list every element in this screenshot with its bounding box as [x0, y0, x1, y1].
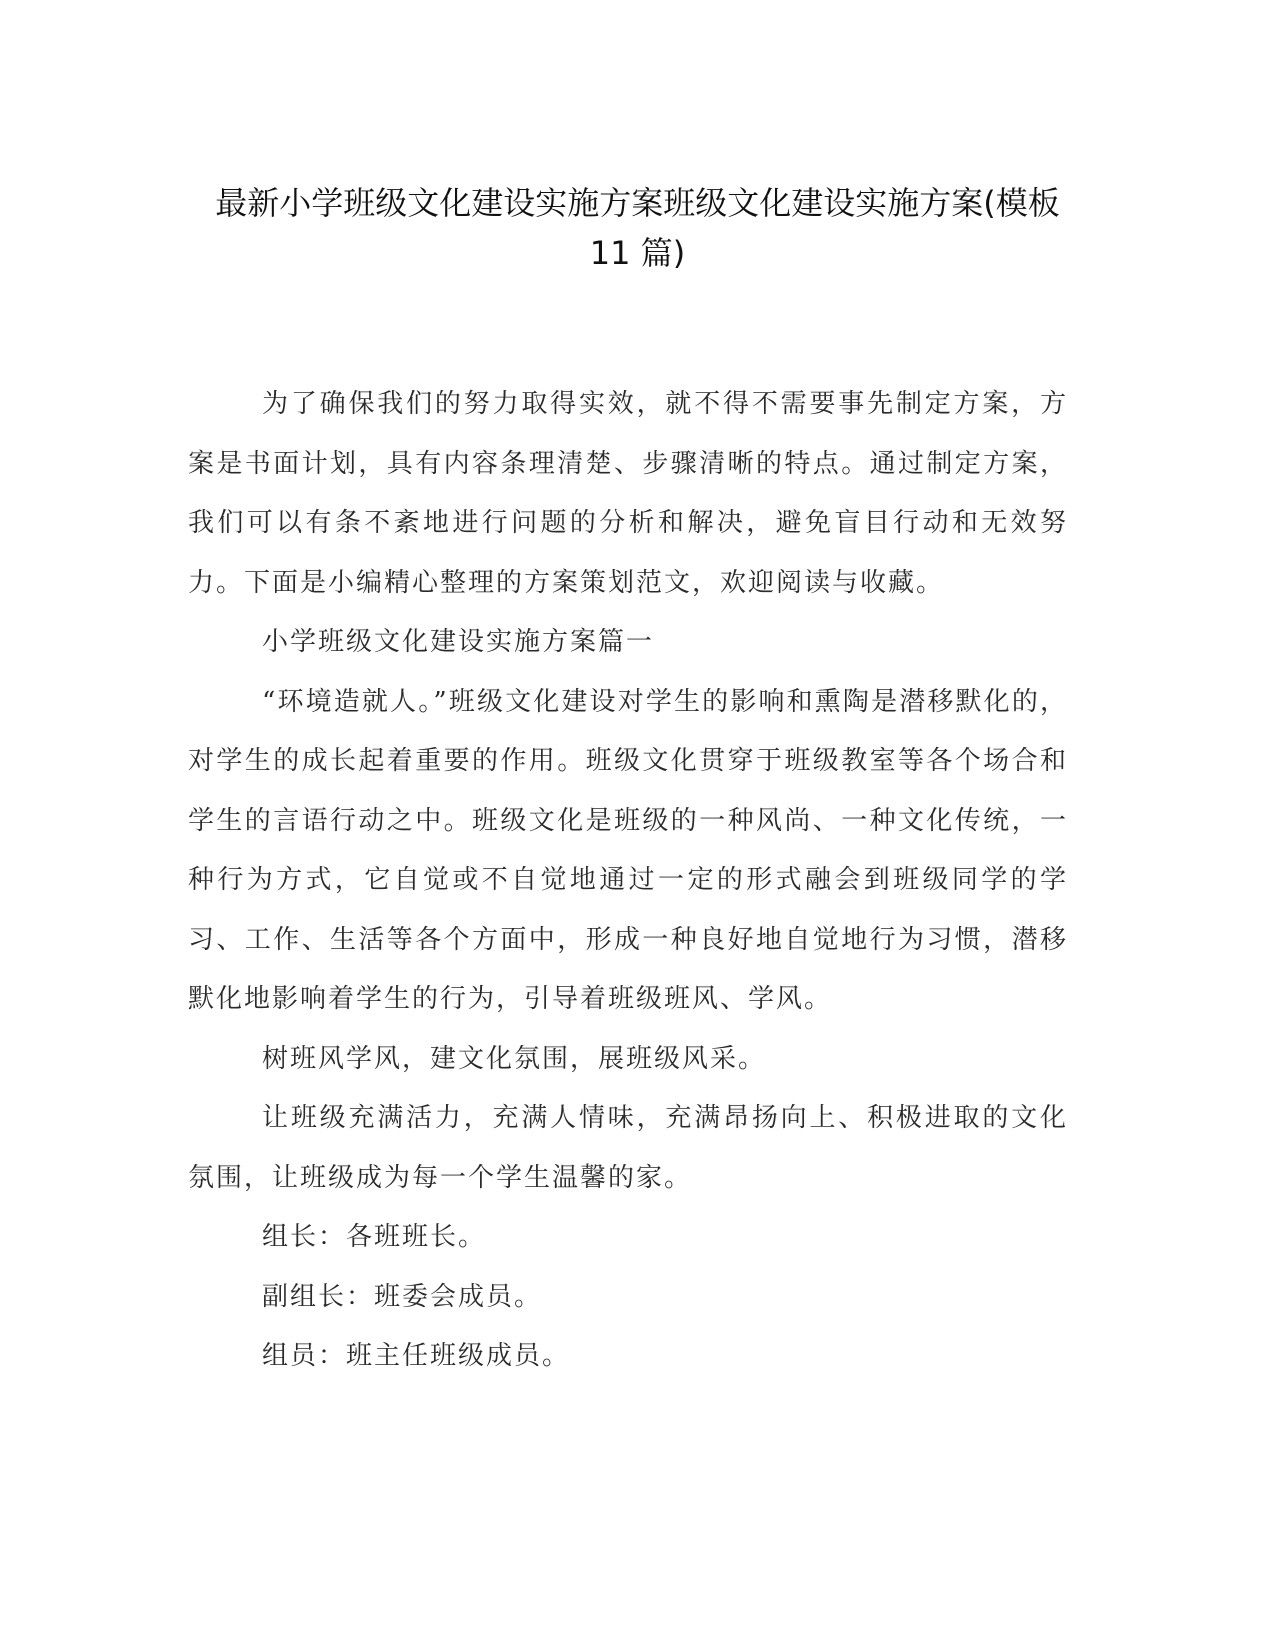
- document-title: [150, 178, 1125, 278]
- title-line-2: 11 篇): [589, 234, 686, 272]
- list-item: 组长：各班班长。: [262, 1222, 487, 1252]
- section-heading: 小学班级文化建设实施方案篇一: [262, 627, 655, 657]
- body-paragraph: 树班风学风，建文化氛围，展班级风采。: [262, 1043, 767, 1074]
- list-item: 组员：班主任班级成员。: [262, 1341, 571, 1371]
- title-line-1: 最新小学班级文化建设实施方案班级文化建设实施方案(模板: [215, 184, 1060, 222]
- document-body: [188, 375, 1068, 1387]
- body-paragraph: 让班级充满活力，充满人情味，充满昂扬向上、积极进取的文化氛围，让班级成为每一个学生温馨的家。: [188, 1103, 1068, 1193]
- list-item: 副组长：班委会成员。: [262, 1281, 543, 1312]
- intro-paragraph: 为了确保我们的努力取得实效，就不得不需要事先制定方案，方案是书面计划，具有内容条理清楚、步骤清晰的特点。通过制定方案，我们可以有条不紊地进行问题的分析和解决，避免盲目行动和无效努力。下面是小编精心整理的方案策划范文，欢迎阅读与收藏。: [188, 389, 1068, 598]
- body-paragraph: “环境造就人。”班级文化建设对学生的影响和熏陶是潜移默化的，对学生的成长起着重要的作用。班级文化贯穿于班级教室等各个场合和学生的言语行动之中。班级文化是班级的一种风尚、一种文化传统，一种行为方式，它自觉或不自觉地通过一定的形式融会到班级同学的学习、工作、生活等各个方面中，形成一种良好地自觉地行为习惯，潜移默化地影响着学生的行为，引导着班级班风、学风。: [188, 686, 1068, 1014]
